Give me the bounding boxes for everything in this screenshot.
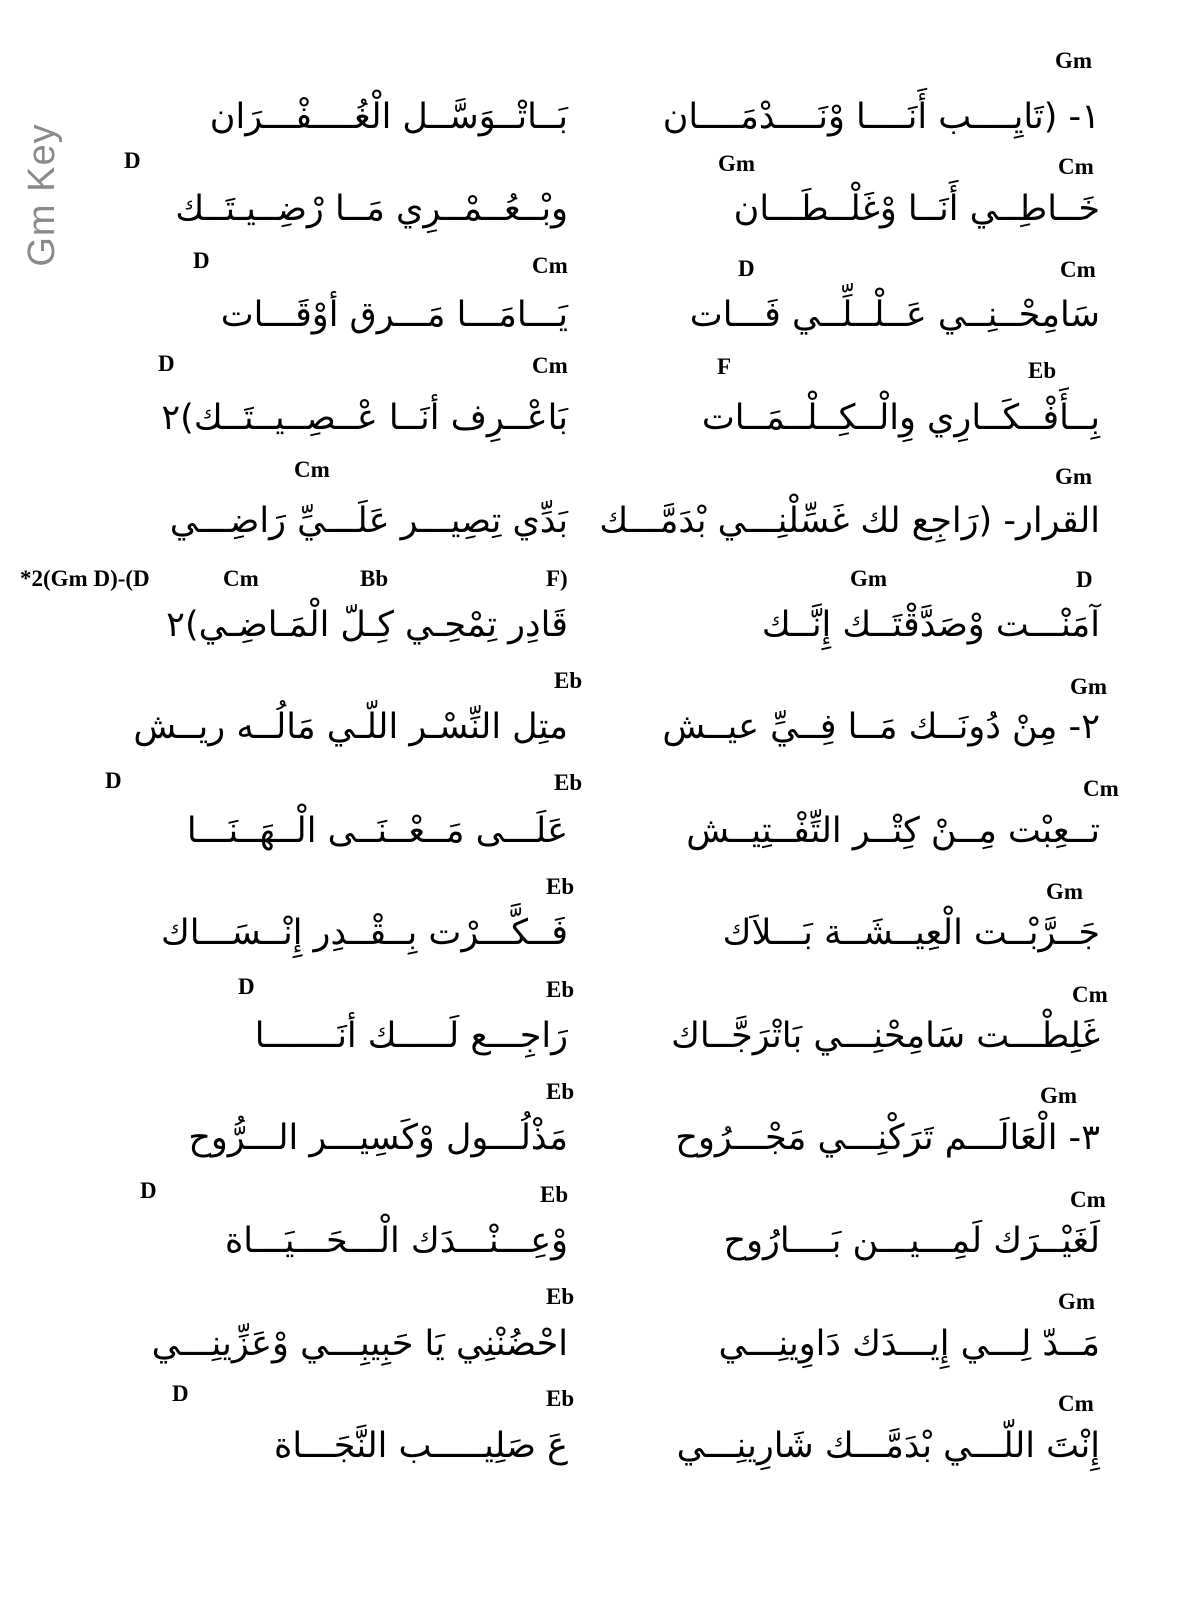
lyric-line: بِــأَفْــكَــارِي وِالْــكِــلْــمَــات	[701, 398, 1100, 438]
chord: D	[140, 1178, 157, 1203]
lyric-line: رَاجِـــع لَـــــك أنَـــــــا	[254, 1016, 568, 1056]
chord: D	[172, 1381, 189, 1406]
lyric-line: خَــاطِــي أَنَــا وْغَلْــطَـــان	[733, 189, 1100, 229]
lyric-line: تــعِبْت مِــنْ كِتْــر التِّفْــتِيــش	[686, 811, 1100, 851]
chord: Eb	[1028, 358, 1057, 383]
chord: F	[717, 354, 732, 379]
chord: Cm	[1083, 776, 1119, 801]
chord: Eb	[546, 1284, 575, 1309]
lyric-line: ١- (تَايِــــب أَنَــــا وْنَــــدْمَــــان	[662, 97, 1100, 137]
chord: Cm	[294, 457, 330, 482]
lyric-line: متِل النِّسْـر اللّـي مَالُــه ريــش	[133, 707, 568, 747]
lyric-line: بَاعْــرِف أنَــا عْــصِــيــتَــك)٢	[161, 398, 568, 438]
chord: Eb	[540, 1182, 569, 1207]
lyric-line: مَــدّ لِـــي إِيـــدَك دَاوِينِـــي	[718, 1324, 1100, 1364]
lyric-line: فَــكَّـــرْت بِــقْــدِر إِنْــسَـــاك	[160, 913, 568, 953]
chord: D	[738, 256, 755, 281]
lyric-line: وبْــعُــمْــرِي مَــا رْضِــيـتَــك	[175, 189, 568, 229]
chord: Cm	[532, 253, 568, 278]
chord: Gm	[718, 151, 756, 176]
chord: Cm	[532, 353, 568, 378]
lyric-line: غَلِطْـــت سَامِحْنِـــي بَاتْرَجَّــاك	[671, 1016, 1100, 1056]
chord: Cm	[1058, 154, 1094, 179]
chord: Gm	[1058, 1289, 1096, 1314]
side-label: Gm Key	[21, 123, 63, 267]
lyric-line: يَـــامَـــا مَـــرق أوْقَـــات	[220, 295, 568, 335]
lyric-line: عَلَـــى مَــعْــنَــى الْــهَــنَـــا	[186, 811, 568, 851]
chord: *2(Gm D)-(D	[20, 566, 150, 591]
lyric-line: القرار- (رَاجِع لك غَسِّلْنِـــي بْدَمَّـــك	[599, 501, 1100, 541]
lyric-line: آمَنْـــت وْصَدَّقْتَــك إِنَّــك	[761, 605, 1100, 645]
lyric-line: ٢- مِنْ دُونَــك مَــا فِــيِّ عيــش	[662, 707, 1100, 747]
lyric-line: عَ صَلِيـــــب النَّجَـــاة	[274, 1426, 568, 1466]
chord: Eb	[554, 668, 583, 693]
chord: Gm	[1070, 674, 1108, 699]
lyric-line: قَادِر تِمْحِـي كِـلّ الْمَـاضِـي)٢	[166, 605, 568, 645]
chord: Gm	[1055, 464, 1093, 489]
chord: Gm	[1055, 48, 1093, 73]
chord: D	[1076, 567, 1093, 592]
chord: D	[193, 248, 210, 273]
chord: Cm	[1058, 1391, 1094, 1416]
chord: Eb	[546, 874, 575, 899]
lyric-line: مَذْلُـــول وْكَسِيـــر الـــرُّوح	[188, 1118, 568, 1158]
chord: Eb	[546, 1386, 575, 1411]
chord: D	[105, 768, 122, 793]
lyric-line: احْضُنْنِي يَا حَبِيبِـــي وْعَزِّينِـــي	[151, 1324, 568, 1364]
lyric-line: وْعِـــنْـــدَك الْـــحَـــيَـــاة	[224, 1221, 568, 1261]
lyric-line: بَــاتْــوَسَّــل الْغُــــفْـــرَان	[209, 97, 568, 137]
lyric-line: سَامِحْــنِــي عَــلْــلِّــي فَـــات	[689, 295, 1100, 335]
chord: Cm	[1072, 982, 1108, 1007]
chord: Bb	[360, 566, 389, 591]
lyric-line: لَغَيْــرَك لَمِـــيـــن بَــــارُوح	[723, 1221, 1100, 1261]
lyric-line: ٣- الْعَالَـــم تَرَكْنِـــي مَجْـــرُوح	[675, 1118, 1100, 1158]
lyric-line: جَــرَّبْــت الْعِيــشَــة بَـــلاَك	[722, 913, 1100, 953]
chord: Gm	[850, 566, 888, 591]
chord: Gm	[1046, 879, 1084, 904]
chord: D	[124, 148, 141, 173]
chord: Eb	[546, 977, 575, 1002]
lyric-line: إِنْتَ اللّـــي بْدَمَّـــك شَارِينِـــي	[676, 1426, 1100, 1466]
chord: Eb	[554, 770, 583, 795]
chord: Eb	[546, 1079, 575, 1104]
chord: Gm	[1040, 1083, 1078, 1108]
chord: Cm	[1060, 257, 1096, 282]
chord: D	[158, 351, 175, 376]
chord: Cm	[1070, 1187, 1106, 1212]
chord: D	[238, 974, 255, 999]
lyric-line: بَدِّي تِصِيـــر عَلَـــيِّ رَاضِـــي	[169, 501, 568, 541]
chord: F)	[546, 566, 568, 591]
chord: Cm	[223, 566, 259, 591]
